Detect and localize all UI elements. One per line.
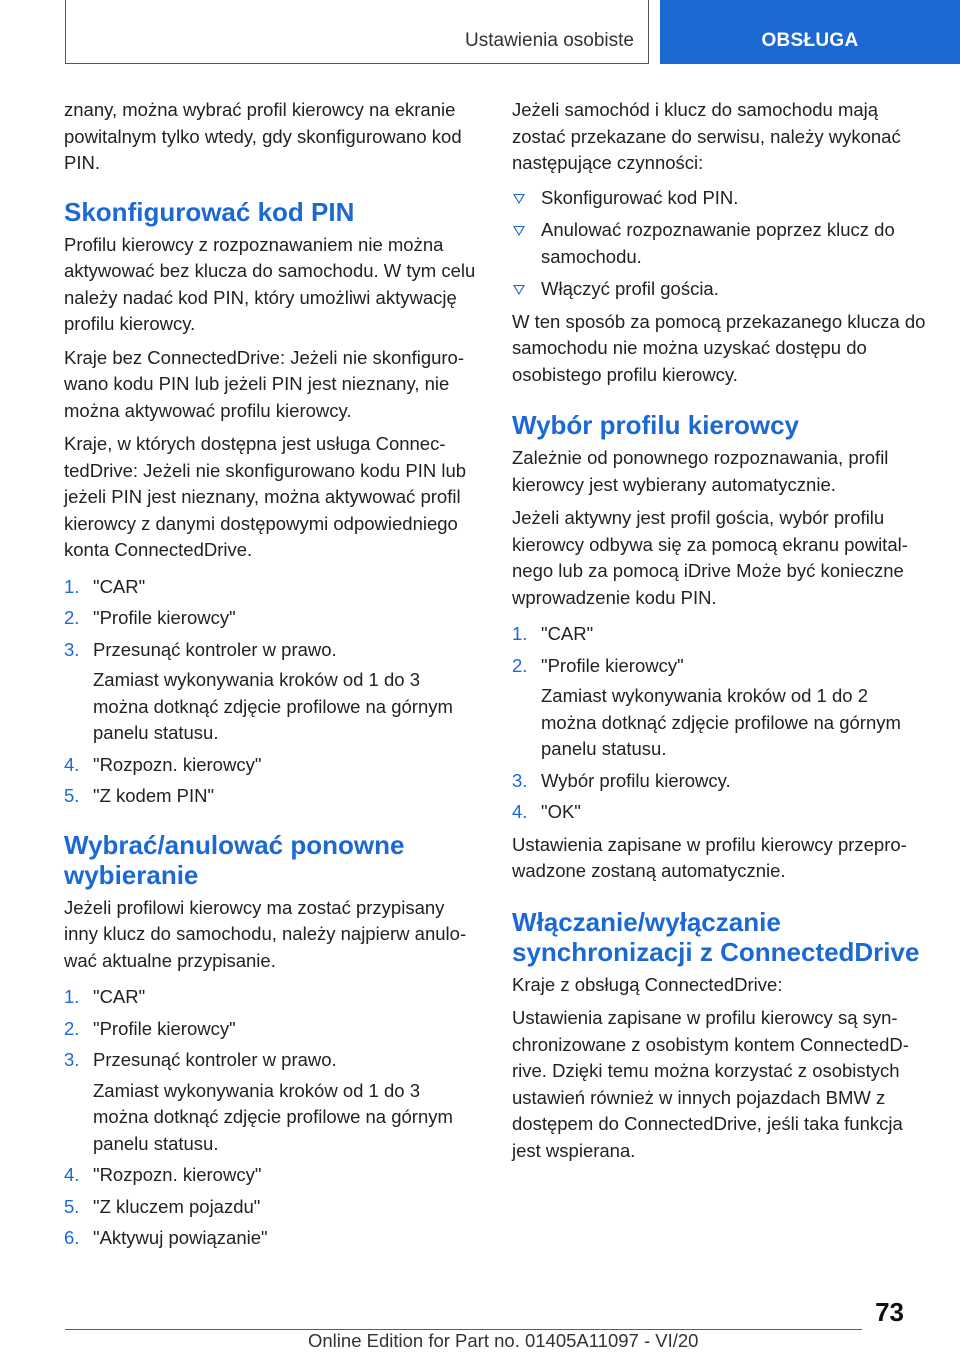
list-item (512, 217, 928, 270)
list-item (64, 605, 480, 632)
step-number: 2. (64, 1017, 80, 1039)
list-item (512, 621, 928, 648)
service-outro-paragraph: W ten sposób za pomocą przekazanego klucza do samochodu nie można uzyskać dostępu do osobistego profilu kierowcy. (512, 310, 926, 385)
step-text: "CAR" (93, 986, 146, 1007)
list-item (512, 768, 928, 795)
step-number: 2. (64, 607, 80, 628)
step-note: Zamiast wykonywania kroków od 1 do 2 można dotknąć zdjęcie profilowe na górnym panelu statusu. (541, 685, 901, 759)
page-number: 73 (875, 1297, 904, 1327)
service-intro-paragraph: Jeżeli samochód i klucz do samochodu mają zostać przekazane do serwisu, należy wykonać następujące czynności: (512, 99, 901, 173)
pin-paragraph-2: Kraje bez ConnectedDrive: Jeżeli nie skonfigurowano kodu PIN lub jeżeli PIN jest nieznany, nie można aktywować profilu kierowcy. (64, 346, 465, 421)
heading-configure-pin: Skonfigurować kod PIN (64, 196, 355, 227)
step-number: 4. (64, 753, 80, 775)
step-text: "Z kodem PIN" (93, 785, 215, 806)
header-section-label: Ustawienia osobiste (465, 30, 634, 51)
list-item (64, 1016, 480, 1043)
triangle-bullet-icon (513, 226, 525, 236)
bullet-text: Włączyć profil gościa. (541, 278, 719, 299)
step-text: "Z kluczem pojazdu" (93, 1195, 261, 1217)
step-text: "Profile kierowcy" (93, 607, 236, 628)
left-column (64, 97, 480, 1258)
step-number: 4. (64, 1164, 80, 1185)
step-number: 3. (512, 769, 528, 791)
bullet-text: Skonfigurować kod PIN. (541, 186, 739, 208)
step-number: 3. (64, 1049, 80, 1070)
step-number: 4. (512, 801, 528, 822)
step-number: 1. (64, 986, 80, 1007)
pin-paragraph-3: Kraje, w których dostępna jest usługa ConnectedDrive: Jeżeli nie skonfigurowano kodu PIN lub jeżeli PIN jest nieznany, można aktywować profil kierowcy z danymi dostępowymi odpowiedniego konta ConnectedDrive. (64, 433, 467, 560)
step-text: "CAR" (541, 623, 594, 644)
list-item (64, 1162, 480, 1189)
step-note: Zamiast wykonywania kroków od 1 do 3 można dotknąć zdjęcie profilowe na górnym panelu statusu. (93, 1079, 453, 1154)
list-item (64, 783, 480, 810)
step-number: 5. (64, 785, 80, 806)
step-text: "Profile kierowcy" (93, 1017, 236, 1039)
step-text: "Profile kierowcy" (541, 654, 684, 676)
list-item (64, 574, 480, 601)
reselect-steps-list (64, 984, 480, 1252)
reselect-paragraph: Jeżeli profilowi kierowcy ma zostać przypisany inny klucz do samochodu, należy najpierw anulować aktualne przypisanie. (64, 896, 467, 971)
step-text: Przesunąć kontroler w prawo. (93, 638, 337, 660)
step-text: Wybór profilu kierowcy. (541, 769, 731, 791)
select-outro-paragraph: Ustawienia zapisane w profilu kierowcy przeprowadzone zostaną automatycznie. (512, 833, 907, 881)
list-item (64, 752, 480, 779)
bullet-text: Anulować rozpoznawanie poprzez klucz do samochodu. (541, 219, 895, 267)
list-item (64, 984, 480, 1011)
list-item (64, 1225, 480, 1252)
footer-edition-text: Online Edition for Part no. 01405A11097 - VI/20 (308, 1330, 699, 1351)
right-column (512, 97, 928, 1171)
sync-paragraph-2: Ustawienia zapisane w profilu kierowcy są synchronizowane z osobistym kontem ConnectedDrive. Dzięki temu można korzystać z osobistych ustawień również w innych pojazdach BMW z dostępem do ConnectedDrive, jeśli taka funkcja jest wspierana. (512, 1007, 909, 1161)
step-text: "CAR" (93, 575, 146, 597)
select-steps-list (512, 621, 928, 826)
list-item (512, 276, 928, 303)
step-text: Przesunąć kontroler w prawo. (93, 1049, 337, 1070)
step-text: "OK" (541, 801, 581, 822)
step-number: 1. (64, 575, 80, 597)
select-paragraph-2: Jeżeli aktywny jest profil gościa, wybór profilu kierowcy odbywa się za pomocą ekranu powitalnego lub za pomocą iDrive Może być konieczne wprowadzenie kodu PIN. (512, 507, 908, 608)
heading-reselection: Wybrać/anulować ponowne wybieranie (64, 829, 405, 890)
step-text: "Rozpozn. kierowcy" (93, 753, 262, 775)
step-number: 6. (64, 1227, 80, 1248)
step-text: "Aktywuj powiązanie" (93, 1227, 268, 1248)
header-section-box (65, 0, 649, 64)
list-item (512, 799, 928, 826)
list-item (64, 637, 480, 747)
list-item (64, 1047, 480, 1157)
select-paragraph-1: Zależnie od ponownego rozpoznawania, profil kierowcy jest wybierany automatycznie. (512, 447, 889, 495)
step-number: 3. (64, 638, 80, 660)
heading-sync-connecteddrive: Włączanie/wyłączanie synchronizacji z ConnectedDrive (512, 906, 920, 967)
triangle-bullet-icon (513, 285, 525, 295)
list-item (512, 185, 928, 212)
sync-paragraph-1: Kraje z obsługą ConnectedDrive: (512, 973, 783, 995)
intro-paragraph: znany, można wybrać profil kierowcy na ekranie powitalnym tylko wtedy, gdy skonfigurowano kod PIN. (64, 99, 462, 173)
step-number: 1. (512, 623, 528, 644)
list-item (64, 1194, 480, 1221)
list-item (512, 653, 928, 763)
triangle-bullet-icon (513, 194, 525, 204)
heading-select-profile: Wybór profilu kierowcy (512, 410, 800, 440)
service-bullets-list (512, 185, 928, 303)
header-chapter-tab[interactable] (660, 0, 960, 64)
header-chapter-label: OBSŁUGA (761, 30, 859, 51)
step-note: Zamiast wykonywania kroków od 1 do 3 można dotknąć zdjęcie profilowe na górnym panelu statusu. (93, 669, 453, 743)
step-number: 2. (512, 654, 528, 676)
step-number: 5. (64, 1195, 80, 1217)
step-text: "Rozpozn. kierowcy" (93, 1164, 262, 1185)
pin-paragraph-1: Profilu kierowcy z rozpoznawaniem nie można aktywować bez klucza do samochodu. W tym celu należy nadać kod PIN, który umożliwi aktywację profilu kierowcy. (64, 233, 476, 334)
pin-steps-list (64, 574, 480, 810)
